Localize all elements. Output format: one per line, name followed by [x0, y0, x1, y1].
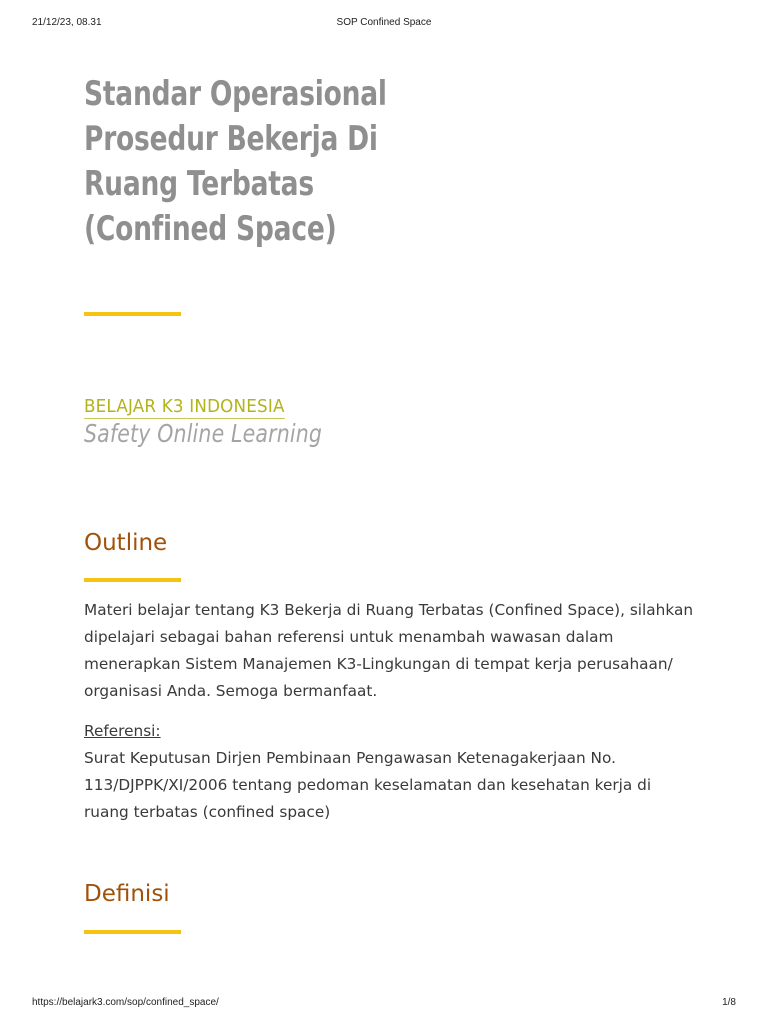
definisi-heading: Definisi [84, 881, 170, 907]
outline-paragraph: Materi belajar tentang K3 Bekerja di Ruang Terbatas (Confined Space), silahkan dipelajari sebagai bahan referensi untuk menambah wawasan dalam menerapkan Sistem Manajemen K3-Lingkungan di tempat kerja perusahaan/ organisasi Anda. Semoga bermanfaat. [84, 601, 694, 700]
print-document-title: SOP Confined Space [336, 17, 432, 28]
reference-text: Surat Keputusan Dirjen Pembinaan Pengawasan Ketenagakerjaan No. 113/DJPPK/XI/2006 tentang pedoman keselamatan dan kesehatan kerja di ruang terbatas (confined space) [84, 749, 652, 821]
site-name-link[interactable]: BELAJAR K3 INDONESIA [84, 396, 285, 417]
outline-accent-bar [84, 578, 181, 582]
site-tagline: Safety Online Learning [84, 419, 323, 448]
outline-heading: Outline [84, 530, 168, 556]
reference-label: Referensi: [84, 722, 161, 740]
title-accent-bar [84, 312, 181, 316]
print-url: https://belajark3.com/sop/confined_space/ [32, 997, 219, 1008]
page-title: Standar Operasional Prosedur Bekerja Di Ruang Terbatas (Confined Space) [84, 74, 387, 249]
definisi-accent-bar [84, 930, 181, 934]
print-header [0, 17, 768, 31]
print-footer [0, 997, 768, 1011]
print-datetime: 21/12/23, 08.31 [32, 17, 102, 28]
print-page-number: 1/8 [722, 997, 736, 1008]
